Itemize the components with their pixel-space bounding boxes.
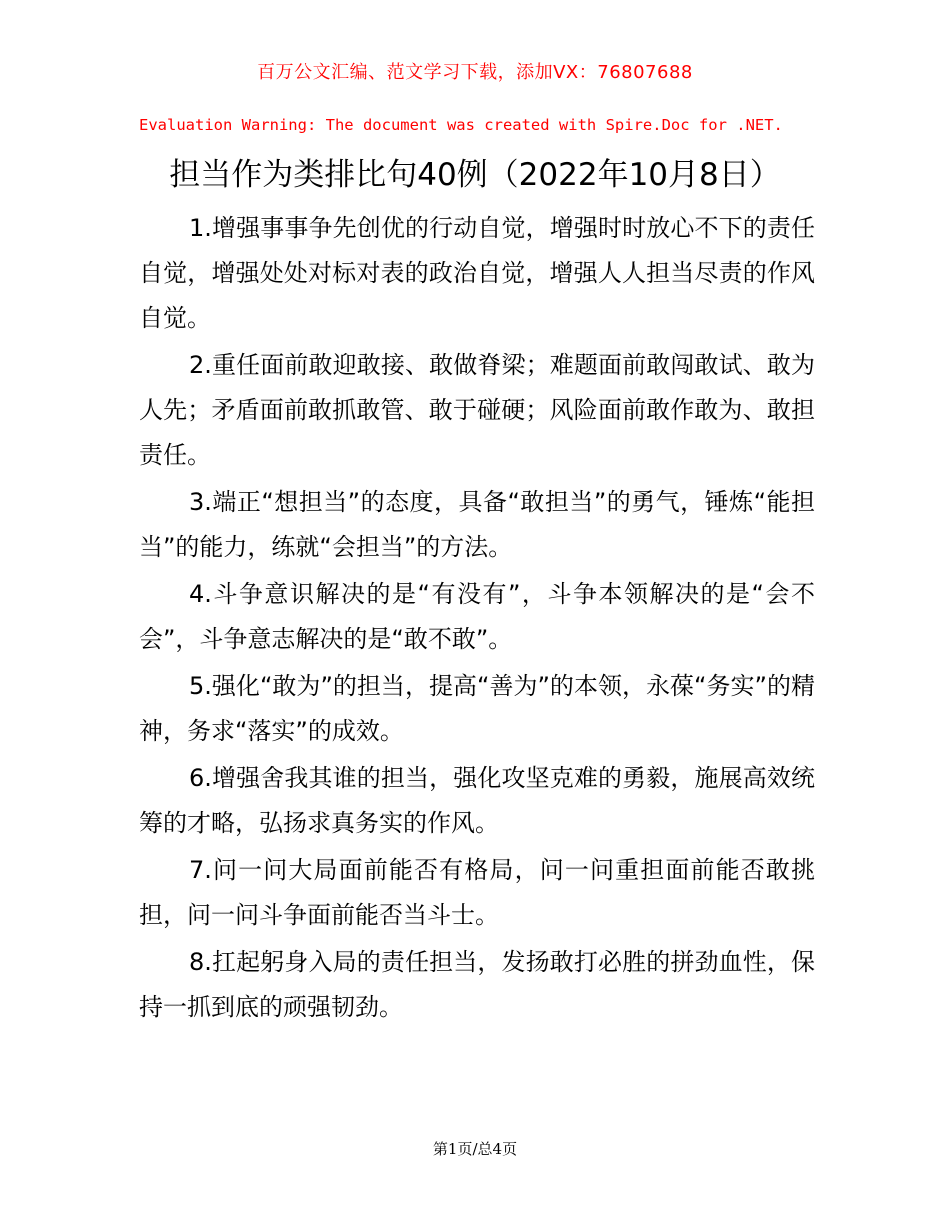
evaluation-warning: Evaluation Warning: The document was created with Spire.Doc for .NET. [139,116,783,134]
header-banner: 百万公文汇编、范文学习下载，添加VX：76807688 [257,62,693,83]
paragraph-4: 4.斗争意识解决的是“有没有”，斗争本领解决的是“会不会”，斗争意志解决的是“敢不敢”。 [139,580,815,653]
paragraph-1: 1.增强事事争先创优的行动自觉，增强时时放心不下的责任自觉，增强处处对标对表的政治自觉，增强人人担当尽责的作风自觉。 [139,214,815,332]
paragraph-5: 5.强化“敢为”的担当，提高“善为”的本领，永葆“务实”的精神，务求“落实”的成效。 [139,672,815,745]
document-title: 担当作为类排比句40例（2022年10月8日） [169,157,781,193]
paragraph-2: 2.重任面前敢迎敢接、敢做脊梁；难题面前敢闯敢试、敢为人先；矛盾面前敢抓敢管、敢于碰硬；风险面前敢作敢为、敢担责任。 [139,351,815,469]
paragraph-8: 8.扛起躬身入局的责任担当，发扬敢打必胜的拼劲血性，保持一抓到底的顽强韧劲。 [139,948,815,1021]
paragraph-6: 6.增强舍我其谁的担当，强化攻坚克难的勇毅，施展高效统筹的才略，弘扬求真务实的作风。 [139,764,815,837]
document-body [139,206,815,1032]
paragraph-7: 7.问一问大局面前能否有格局，问一问重担面前能否敢挑担，问一问斗争面前能否当斗士。 [139,856,815,929]
paragraph-3: 3.端正“想担当”的态度，具备“敢担当”的勇气，锤炼“能担当”的能力，练就“会担当”的方法。 [139,488,815,561]
page-number-footer: 第1页/总4页 [432,1140,518,1158]
